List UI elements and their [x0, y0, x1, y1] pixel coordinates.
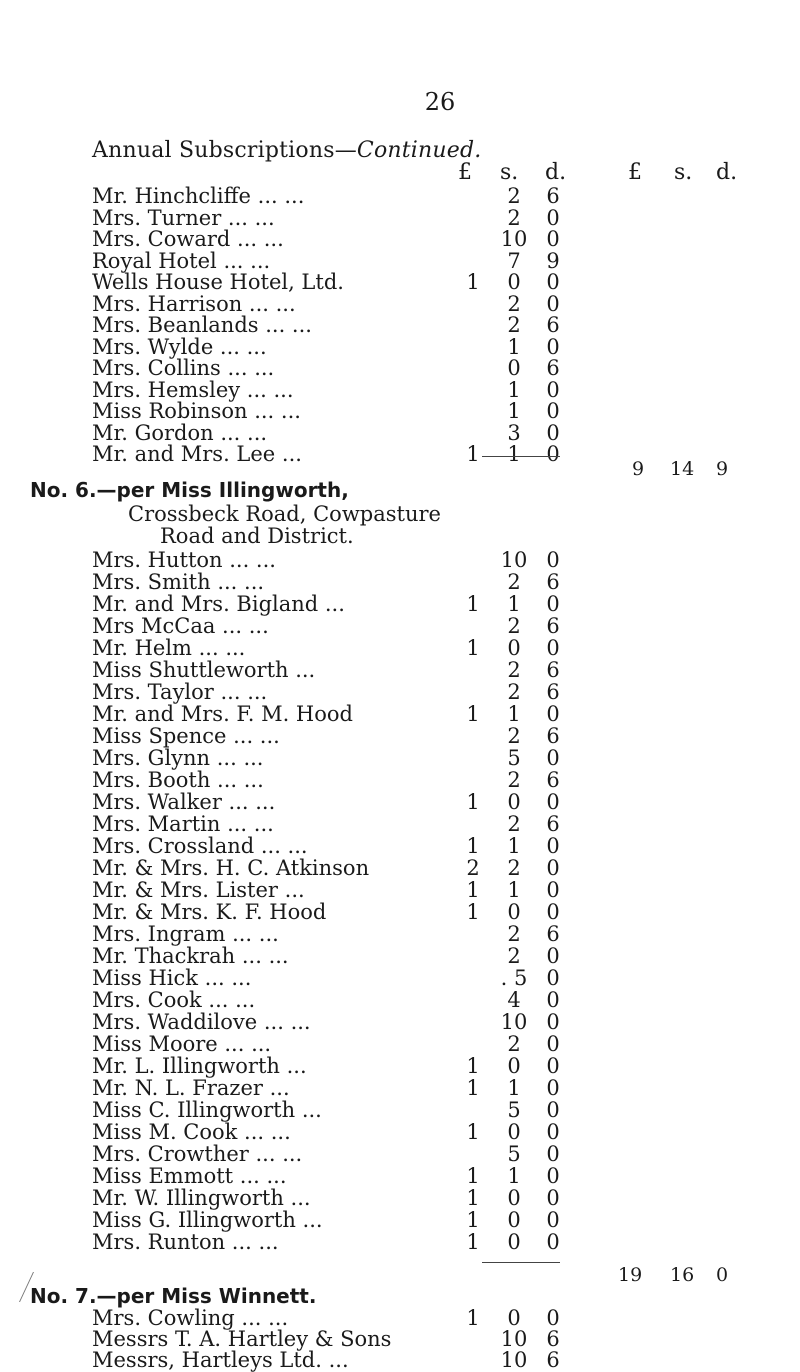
ledger-row — [0, 900, 800, 922]
entry-pounds: 1 — [466, 1208, 480, 1232]
entry-name: Mrs. Glynn ... ... — [92, 746, 264, 770]
entry-shillings: 1 — [507, 1164, 521, 1188]
section6-subtitle1: Crossbeck Road, Cowpasture — [128, 502, 441, 526]
entry-name: Mrs. Smith ... ... — [92, 570, 265, 594]
entry-pence: 0 — [546, 442, 560, 466]
entry-pence: 6 — [546, 922, 560, 946]
ledger-row — [0, 812, 800, 834]
entry-pence: 0 — [546, 1120, 560, 1144]
ledger-row — [0, 548, 800, 570]
entry-pounds: 1 — [466, 702, 480, 726]
entry-name: Messrs T. A. Hartley & Sons — [92, 1327, 392, 1351]
ledger-row — [0, 834, 800, 856]
entry-shillings: 1 — [507, 377, 521, 402]
ledger-row — [0, 570, 800, 592]
entry-pence: 6 — [546, 768, 560, 792]
entry-shillings: 2 — [507, 856, 521, 880]
section6-total-pounds: 19 — [618, 1264, 643, 1286]
entry-pounds: 1 — [466, 270, 480, 294]
section6-title: No. 6.—per Miss Illingworth, — [30, 478, 349, 502]
entry-pence: 6 — [546, 356, 560, 380]
entry-pence: 6 — [546, 1327, 560, 1351]
heading-main: Annual Subscriptions— — [92, 138, 357, 163]
entry-name: Mr. Gordon ... ... — [92, 420, 268, 445]
entry-name: Mrs. Beanlands ... ... — [92, 313, 312, 337]
entry-pence: 0 — [546, 636, 560, 660]
ledger-row — [0, 922, 800, 944]
entry-shillings: 1 — [507, 592, 521, 616]
entry-name: Miss M. Cook ... ... — [92, 1120, 291, 1144]
entry-name: Miss Shuttleworth ... — [92, 658, 316, 682]
entry-pence: 0 — [546, 377, 560, 402]
col-header-pence: d. — [545, 160, 567, 185]
entry-pounds: 1 — [466, 900, 480, 924]
entry-shillings: 2 — [507, 922, 521, 946]
entry-shillings: 0 — [507, 636, 521, 660]
ledger-row — [0, 378, 800, 400]
entry-shillings: 10 — [500, 1348, 528, 1372]
group1-total-pence: 9 — [716, 458, 729, 480]
entry-name: Mrs. Runton ... ... — [92, 1230, 279, 1254]
entry-pence: 0 — [546, 746, 560, 770]
entry-name: Mrs. Ingram ... ... — [92, 922, 279, 946]
entry-name: Mr. Thackrah ... ... — [92, 944, 289, 968]
entry-name: Messrs, Hartleys Ltd. ... — [92, 1348, 349, 1372]
entry-pence: 6 — [546, 724, 560, 748]
entry-pence: 0 — [546, 1164, 560, 1188]
entry-pence: 0 — [546, 548, 560, 572]
entry-pence: 6 — [546, 1348, 560, 1372]
ledger-row — [0, 313, 800, 335]
entry-pence: 0 — [546, 1032, 560, 1056]
entry-name: Mrs. Cook ... ... — [92, 988, 256, 1012]
ledger-row — [0, 966, 800, 988]
entry-name: Mrs. Crossland ... ... — [92, 834, 308, 858]
entry-name: Mr. and Mrs. F. M. Hood — [92, 702, 353, 726]
entry-shillings: 2 — [507, 812, 521, 836]
entry-name: Mrs. Hemsley ... ... — [92, 377, 294, 402]
entry-name: Mr. and Mrs. Bigland ... — [92, 592, 345, 616]
ledger-row — [0, 206, 800, 228]
ledger-row — [0, 658, 800, 680]
entry-pence: 0 — [546, 205, 560, 230]
entry-shillings: 3 — [507, 420, 521, 445]
entry-pence: 0 — [546, 399, 560, 423]
entry-name: Mr. N. L. Frazer ... — [92, 1076, 290, 1100]
ledger-row — [0, 399, 800, 421]
entry-pence: 0 — [546, 1208, 560, 1232]
ledger-row — [0, 592, 800, 614]
entry-pence: 0 — [546, 1186, 560, 1210]
entry-shillings: 0 — [507, 1208, 521, 1232]
group1-rule — [482, 456, 560, 457]
ledger-row — [0, 1054, 800, 1076]
entry-name: Mr. L. Illingworth ... — [92, 1054, 307, 1078]
entry-shillings: 10 — [500, 1010, 528, 1034]
entry-shillings: 0 — [507, 270, 521, 294]
entry-name: Mrs. Walker ... ... — [92, 790, 276, 814]
entry-pence: 0 — [546, 988, 560, 1012]
ledger-row — [0, 724, 800, 746]
entry-pence: 0 — [546, 1054, 560, 1078]
entry-name: Royal Hotel ... ... — [92, 248, 271, 273]
ledger-row — [0, 1032, 800, 1054]
ledger-row — [0, 1186, 800, 1208]
entry-shillings: 10 — [500, 548, 528, 572]
entry-pence: 0 — [546, 878, 560, 902]
ledger-row — [0, 1120, 800, 1142]
entry-pence: 0 — [546, 966, 560, 990]
entry-shillings: 0 — [507, 1306, 521, 1330]
entry-pence: 0 — [546, 834, 560, 858]
ledger-row — [0, 1076, 800, 1098]
entry-shillings: 10 — [500, 227, 528, 251]
entry-name: Mr. & Mrs. H. C. Atkinson — [92, 856, 370, 880]
entry-name: Mr. Hinchcliffe ... ... — [92, 184, 305, 208]
heading-continued: Continued. — [356, 138, 482, 163]
entry-name: Mr. W. Illingworth ... — [92, 1186, 311, 1210]
entry-pounds: 1 — [466, 1306, 480, 1330]
entry-name: Mrs. Waddilove ... ... — [92, 1010, 311, 1034]
entry-pounds: 1 — [466, 1230, 480, 1254]
section6-total-pence: 0 — [716, 1264, 729, 1286]
entry-shillings: 2 — [507, 724, 521, 748]
entry-shillings: 2 — [507, 205, 521, 230]
ledger-row — [0, 636, 800, 658]
entry-name: Miss Hick ... ... — [92, 966, 252, 990]
entry-name: Mrs. Turner ... ... — [92, 205, 275, 230]
entry-shillings: . 5 — [500, 966, 528, 990]
total-header-pounds: £ — [628, 160, 642, 185]
col-header-pounds: £ — [458, 160, 472, 185]
ledger-row — [0, 988, 800, 1010]
entry-name: Miss C. Illingworth ... — [92, 1098, 322, 1122]
entry-pence: 6 — [546, 184, 560, 208]
ledger-row — [0, 944, 800, 966]
entry-pence: 0 — [546, 702, 560, 726]
entry-shillings: 0 — [507, 1230, 521, 1254]
ledger-row — [0, 746, 800, 768]
entry-pounds: 1 — [466, 1120, 480, 1144]
ledger-row — [0, 856, 800, 878]
ledger-row — [0, 790, 800, 812]
ledger-row — [0, 356, 800, 378]
entry-pounds: 1 — [466, 1076, 480, 1100]
entry-pence: 0 — [546, 856, 560, 880]
total-header-shillings: s. — [674, 160, 693, 185]
entry-shillings: 1 — [507, 334, 521, 359]
entry-pence: 0 — [546, 900, 560, 924]
entry-pence: 0 — [546, 1230, 560, 1254]
entry-name: Miss G. Illingworth ... — [92, 1208, 323, 1232]
entry-shillings: 5 — [507, 1142, 521, 1166]
entry-name: Mrs. Taylor ... ... — [92, 680, 268, 704]
entry-name: Mrs. Booth ... ... — [92, 768, 264, 792]
ledger-row — [0, 421, 800, 443]
entry-pence: 0 — [546, 592, 560, 616]
entry-pence: 0 — [546, 1306, 560, 1330]
entry-shillings: 1 — [507, 399, 521, 423]
entry-pence: 6 — [546, 680, 560, 704]
ledger-row — [0, 702, 800, 724]
entry-name: Mrs. Collins ... ... — [92, 356, 275, 380]
entry-shillings: 2 — [507, 313, 521, 337]
group1-total-pounds: 9 — [632, 458, 645, 480]
ledger-row — [0, 768, 800, 790]
entry-shillings: 7 — [507, 248, 521, 273]
entry-pounds: 1 — [466, 1186, 480, 1210]
col-header-shillings: s. — [500, 160, 519, 185]
entry-pence: 0 — [546, 270, 560, 294]
entry-name: Mr. & Mrs. Lister ... — [92, 878, 305, 902]
entry-pence: 0 — [546, 1010, 560, 1034]
entry-name: Mrs. Hutton ... ... — [92, 548, 276, 572]
entry-shillings: 0 — [507, 900, 521, 924]
entry-name: Mr. Helm ... ... — [92, 636, 246, 660]
entry-shillings: 1 — [507, 702, 521, 726]
ledger-row — [0, 249, 800, 271]
entry-name: Mrs. Crowther ... ... — [92, 1142, 303, 1166]
entry-shillings: 2 — [507, 1032, 521, 1056]
ledger-row — [0, 878, 800, 900]
entry-name: Miss Spence ... ... — [92, 724, 280, 748]
ledger-row — [0, 1010, 800, 1032]
entry-shillings: 2 — [507, 184, 521, 208]
ledger-row — [0, 292, 800, 314]
entry-pence: 0 — [546, 334, 560, 359]
page-heading — [92, 138, 481, 163]
entry-shillings: 2 — [507, 658, 521, 682]
ledger-row — [0, 1306, 800, 1328]
ledger-row — [0, 680, 800, 702]
ledger-row — [0, 270, 800, 292]
entry-shillings: 1 — [507, 1076, 521, 1100]
entry-shillings: 2 — [507, 614, 521, 638]
entry-name: Mrs McCaa ... ... — [92, 614, 269, 638]
ledger-row — [0, 335, 800, 357]
entry-pounds: 2 — [466, 856, 480, 880]
entry-shillings: 1 — [507, 834, 521, 858]
entry-name: Wells House Hotel, Ltd. — [92, 270, 344, 294]
section7-title: No. 7.—per Miss Winnett. — [30, 1284, 317, 1308]
entry-pence: 6 — [546, 614, 560, 638]
entry-name: Miss Robinson ... ... — [92, 399, 301, 423]
ledger-row — [0, 614, 800, 636]
entry-pounds: 1 — [466, 790, 480, 814]
ledger-row — [0, 227, 800, 249]
entry-pence: 0 — [546, 420, 560, 445]
ledger-row — [0, 1230, 800, 1252]
entry-shillings: 2 — [507, 291, 521, 316]
page-number: 26 — [424, 88, 456, 116]
section6-subtitle2: Road and District. — [160, 524, 354, 548]
entry-shillings: 5 — [507, 746, 521, 770]
section6-rule — [482, 1262, 560, 1263]
entry-pence: 0 — [546, 1076, 560, 1100]
entry-shillings: 10 — [500, 1327, 528, 1351]
entry-shillings: 2 — [507, 768, 521, 792]
entry-pence: 0 — [546, 1142, 560, 1166]
entry-pounds: 1 — [466, 1054, 480, 1078]
ledger-row — [0, 1327, 800, 1349]
entry-name: Mrs. Wylde ... ... — [92, 334, 267, 359]
ledger-row — [0, 1164, 800, 1186]
entry-pence: 9 — [546, 248, 560, 273]
entry-pence: 0 — [546, 1098, 560, 1122]
entry-name: Miss Emmott ... ... — [92, 1164, 287, 1188]
ledger-row — [0, 1142, 800, 1164]
entry-shillings: 1 — [507, 878, 521, 902]
entry-name: Mrs. Harrison ... ... — [92, 291, 296, 316]
entry-pence: 6 — [546, 658, 560, 682]
entry-name: Mrs. Cowling ... ... — [92, 1306, 289, 1330]
entry-shillings: 0 — [507, 1054, 521, 1078]
entry-shillings: 0 — [507, 356, 521, 380]
entry-pence: 0 — [546, 944, 560, 968]
ledger-row — [0, 1348, 800, 1370]
entry-name: Mr. & Mrs. K. F. Hood — [92, 900, 327, 924]
total-header-pence: d. — [716, 160, 738, 185]
entry-pounds: 1 — [466, 878, 480, 902]
group1-total-shillings: 14 — [670, 458, 695, 480]
ledger-row — [0, 1208, 800, 1230]
entry-shillings: 5 — [507, 1098, 521, 1122]
entry-shillings: 4 — [507, 988, 521, 1012]
entry-pounds: 1 — [466, 834, 480, 858]
entry-shillings: 2 — [507, 570, 521, 594]
entry-pence: 0 — [546, 291, 560, 316]
entry-shillings: 0 — [507, 1186, 521, 1210]
entry-shillings: 0 — [507, 790, 521, 814]
entry-shillings: 2 — [507, 680, 521, 704]
entry-shillings: 2 — [507, 944, 521, 968]
entry-pence: 6 — [546, 570, 560, 594]
ledger-row — [0, 1098, 800, 1120]
entry-pounds: 1 — [466, 592, 480, 616]
section6-total-shillings: 16 — [670, 1264, 695, 1286]
entry-pence: 6 — [546, 812, 560, 836]
entry-name: Mr. and Mrs. Lee ... — [92, 442, 302, 466]
entry-pounds: 1 — [466, 636, 480, 660]
entry-shillings: 1 — [507, 442, 521, 466]
entry-shillings: 0 — [507, 1120, 521, 1144]
entry-pence: 0 — [546, 227, 560, 251]
entry-pence: 6 — [546, 313, 560, 337]
entry-name: Miss Moore ... ... — [92, 1032, 272, 1056]
entry-name: Mrs. Martin ... ... — [92, 812, 274, 836]
entry-pounds: 1 — [466, 1164, 480, 1188]
entry-name: Mrs. Coward ... ... — [92, 227, 284, 251]
entry-pence: 0 — [546, 790, 560, 814]
entry-pounds: 1 — [466, 442, 480, 466]
ledger-row — [0, 184, 800, 206]
